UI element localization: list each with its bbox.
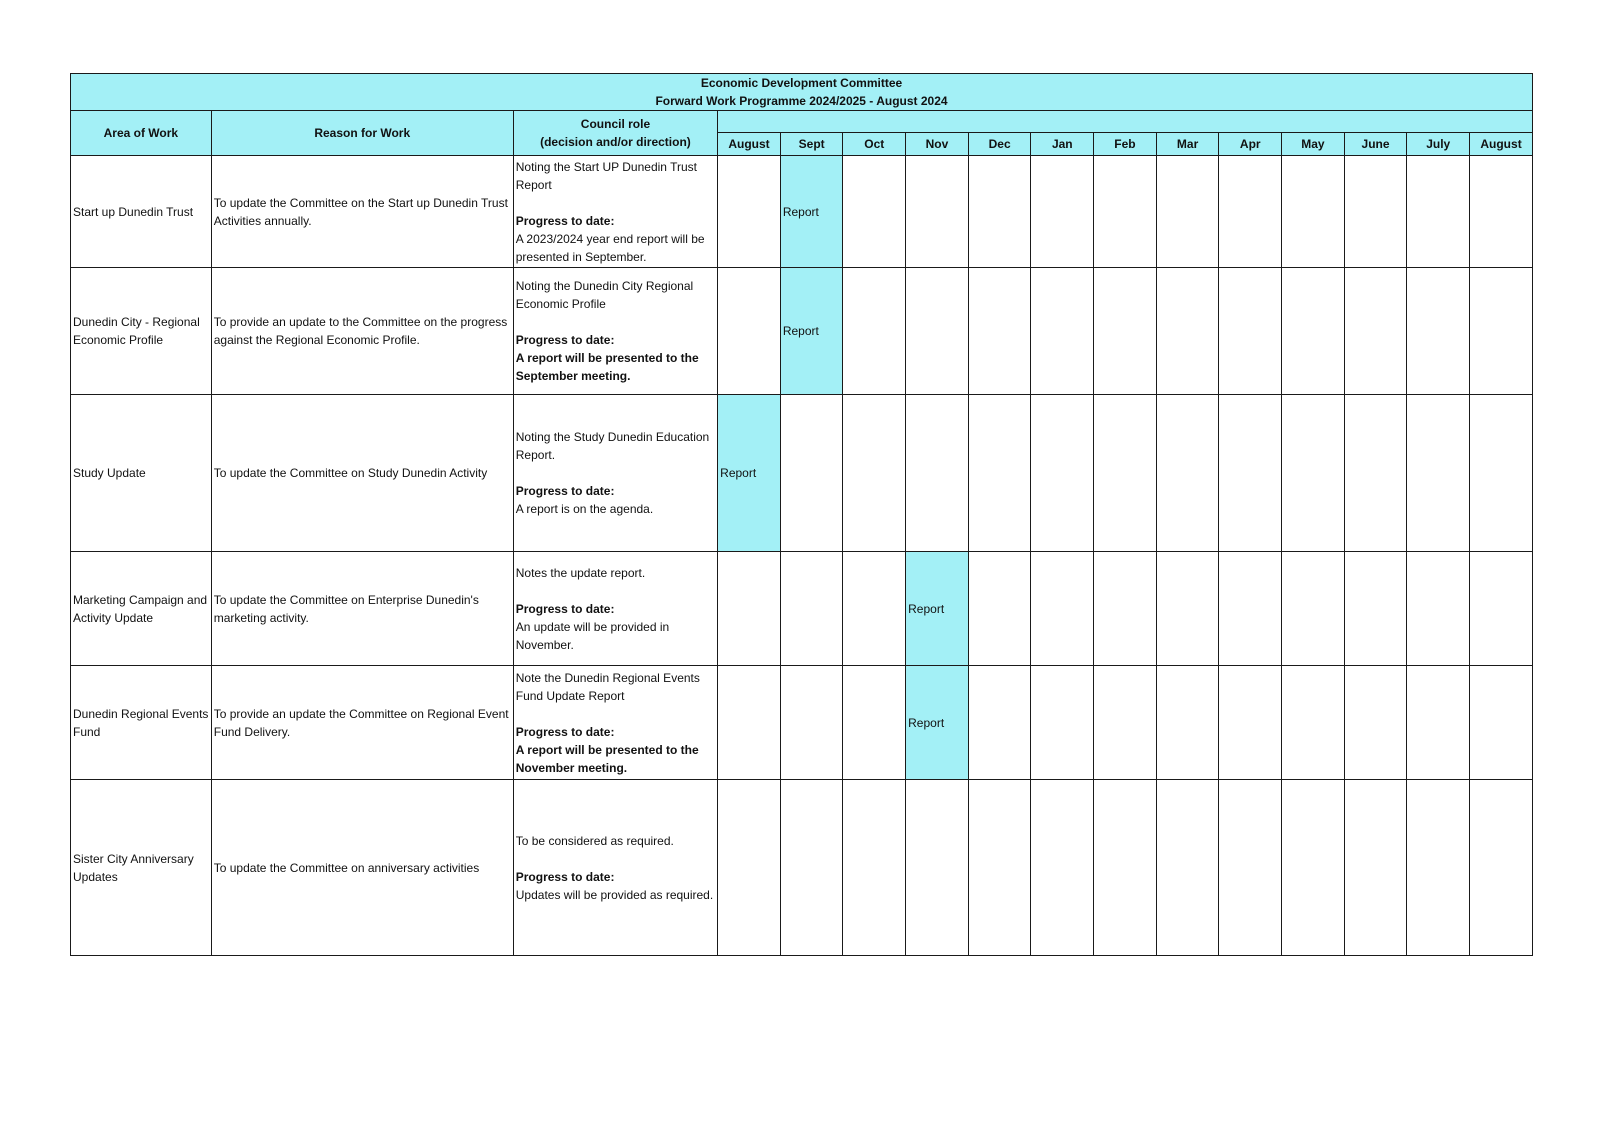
month-cell: [968, 395, 1031, 552]
progress-text: Updates will be provided as required.: [515, 887, 714, 902]
council-role-cell: [513, 552, 717, 666]
area-of-work-cell: Marketing Campaign and Activity Update: [71, 552, 212, 666]
month-header-4: Dec: [968, 133, 1031, 156]
month-cell: [1031, 156, 1094, 268]
council-role-text: To be considered as required.: [515, 833, 674, 848]
month-cell: [1407, 395, 1470, 552]
month-cell: [1219, 156, 1282, 268]
month-cell: [843, 666, 906, 780]
table-row: [71, 268, 1533, 395]
month-cell: [843, 552, 906, 666]
reason-for-work-cell: To update the Committee on Study Dunedin Activity: [211, 395, 513, 552]
month-cell: [1094, 395, 1157, 552]
month-header-0: August: [718, 133, 781, 156]
month-cell: [1282, 156, 1345, 268]
month-cell: [718, 156, 781, 268]
month-cell: [1094, 780, 1157, 956]
progress-label: Progress to date:: [515, 213, 615, 228]
month-cell: [1407, 552, 1470, 666]
month-cell: [1470, 395, 1533, 552]
table-row: [71, 666, 1533, 780]
progress-label: Progress to date:: [515, 869, 615, 884]
month-header-2: Oct: [843, 133, 906, 156]
month-cell: [718, 666, 781, 780]
month-cell: [1407, 780, 1470, 956]
council-role-cell: [513, 395, 717, 552]
month-cell: [968, 552, 1031, 666]
month-cell: [1470, 268, 1533, 395]
month-cell: [968, 780, 1031, 956]
month-cell: [968, 156, 1031, 268]
council-role-text: Notes the update report.: [515, 565, 646, 580]
month-cell: [1470, 156, 1533, 268]
month-cell: [1156, 780, 1219, 956]
month-cell: [1156, 395, 1219, 552]
month-cell: [1156, 552, 1219, 666]
month-cell: [1031, 666, 1094, 780]
progress-label: Progress to date:: [515, 484, 615, 498]
month-cell: [843, 156, 906, 268]
reason-for-work-cell: To provide an update the Committee on Regional Event Fund Delivery.: [211, 666, 513, 780]
month-cell: [1282, 666, 1345, 780]
month-cell: [906, 395, 969, 552]
month-cell: [1344, 395, 1407, 552]
progress-label: Progress to date:: [515, 333, 615, 347]
month-cell: [718, 552, 781, 666]
month-cell: [1219, 780, 1282, 956]
month-header-5: Jan: [1031, 133, 1094, 156]
month-header-9: May: [1282, 133, 1345, 156]
progress-text: A 2023/2024 year end report will be presented in September.: [515, 231, 705, 264]
month-cell: [1407, 268, 1470, 395]
council-role-text: Noting the Dunedin City Regional Economic Profile: [515, 279, 694, 311]
spacer: [516, 313, 715, 331]
month-cell: [1470, 666, 1533, 780]
month-cell: [1156, 156, 1219, 268]
month-cell: [1344, 552, 1407, 666]
month-cell: [843, 268, 906, 395]
council-role-cell: [513, 156, 717, 268]
month-cell: [906, 268, 969, 395]
month-cell: [1219, 552, 1282, 666]
month-cell: [1031, 395, 1094, 552]
council-role-cell: [513, 268, 717, 395]
report-cell: Report: [906, 552, 969, 666]
spacer: [516, 850, 715, 868]
progress-label: Progress to date:: [515, 724, 615, 739]
header-council-role-line1: Council role: [580, 117, 651, 131]
month-header-6: Feb: [1094, 133, 1157, 156]
reason-for-work-cell: To provide an update to the Committee on the progress against the Regional Economic Profile.: [211, 268, 513, 395]
month-cell: [843, 395, 906, 552]
month-cell: [1407, 156, 1470, 268]
month-cell: [1219, 666, 1282, 780]
month-cell: [718, 780, 781, 956]
progress-text: An update will be provided in November.: [515, 619, 670, 652]
council-role-cell: [513, 666, 717, 780]
spacer: [516, 194, 715, 212]
table-row: [71, 156, 1533, 268]
month-cell: [1156, 268, 1219, 395]
header-council-role-line2: (decision and/or direction): [540, 135, 691, 149]
month-cell: [906, 156, 969, 268]
council-role-text: Note the Dunedin Regional Events Fund Update Report: [515, 670, 700, 703]
month-header-1: Sept: [780, 133, 843, 156]
month-cell: [1282, 780, 1345, 956]
progress-text: A report will be presented to the September meeting.: [515, 351, 699, 383]
council-role-text: Noting the Study Dunedin Education Report.: [515, 430, 710, 462]
area-of-work-cell: Dunedin Regional Events Fund: [71, 666, 212, 780]
month-cell: [1470, 552, 1533, 666]
month-cell: [1470, 780, 1533, 956]
area-of-work-cell: Study Update: [71, 395, 212, 552]
month-cell: [968, 666, 1031, 780]
month-cell: [780, 552, 843, 666]
month-header-8: Apr: [1219, 133, 1282, 156]
report-cell: Report: [718, 395, 781, 552]
progress-label: Progress to date:: [515, 601, 615, 616]
work-programme-table: [70, 73, 1533, 956]
month-cell: [780, 666, 843, 780]
progress-text: A report will be presented to the November meeting.: [515, 742, 699, 775]
spacer: [516, 705, 715, 723]
table-row: [71, 780, 1533, 956]
month-cell: [1219, 395, 1282, 552]
month-cell: [780, 395, 843, 552]
progress-text: A report is on the agenda.: [515, 502, 654, 516]
month-cell: [1094, 268, 1157, 395]
report-cell: Report: [780, 156, 843, 268]
month-cell: [1031, 268, 1094, 395]
table-row: [71, 395, 1533, 552]
month-header-11: July: [1407, 133, 1470, 156]
month-cell: [1094, 552, 1157, 666]
month-cell: [1344, 156, 1407, 268]
month-header-10: June: [1344, 133, 1407, 156]
council-role-cell: [513, 780, 717, 956]
month-header-7: Mar: [1156, 133, 1219, 156]
month-header-3: Nov: [906, 133, 969, 156]
month-header-band: [718, 111, 1533, 133]
month-cell: [843, 780, 906, 956]
spacer: [516, 464, 715, 482]
month-cell: [1219, 268, 1282, 395]
table-row: [71, 552, 1533, 666]
reason-for-work-cell: To update the Committee on the Start up Dunedin Trust Activities annually.: [211, 156, 513, 268]
month-cell: [1407, 666, 1470, 780]
council-role-text: Noting the Start UP Dunedin Trust Report: [515, 159, 697, 192]
spacer: [516, 582, 715, 600]
month-cell: [1344, 666, 1407, 780]
month-cell: [718, 268, 781, 395]
header-council-role: [513, 111, 717, 156]
header-area-of-work: Area of Work: [71, 111, 212, 156]
month-cell: [1031, 780, 1094, 956]
report-cell: Report: [780, 268, 843, 395]
month-cell: [1282, 395, 1345, 552]
header-reason-for-work: Reason for Work: [211, 111, 513, 156]
month-cell: [1031, 552, 1094, 666]
reason-for-work-cell: To update the Committee on anniversary activities: [211, 780, 513, 956]
reason-for-work-cell: To update the Committee on Enterprise Dunedin's marketing activity.: [211, 552, 513, 666]
month-cell: [1094, 666, 1157, 780]
month-cell: [1282, 552, 1345, 666]
month-cell: [1156, 666, 1219, 780]
table-body: [71, 156, 1533, 956]
title-programme: Forward Work Programme 2024/2025 - August 2024: [655, 94, 948, 108]
month-cell: [968, 268, 1031, 395]
month-cell: [1094, 156, 1157, 268]
month-cell: [1282, 268, 1345, 395]
month-cell: [1344, 780, 1407, 956]
report-cell: Report: [906, 666, 969, 780]
month-cell: [780, 780, 843, 956]
month-header-12: August: [1470, 133, 1533, 156]
month-cell: [906, 780, 969, 956]
table-title: [71, 74, 1533, 111]
area-of-work-cell: Sister City Anniversary Updates: [71, 780, 212, 956]
area-of-work-cell: Dunedin City - Regional Economic Profile: [71, 268, 212, 395]
month-cell: [1344, 268, 1407, 395]
area-of-work-cell: Start up Dunedin Trust: [71, 156, 212, 268]
title-committee: Economic Development Committee: [700, 76, 903, 90]
